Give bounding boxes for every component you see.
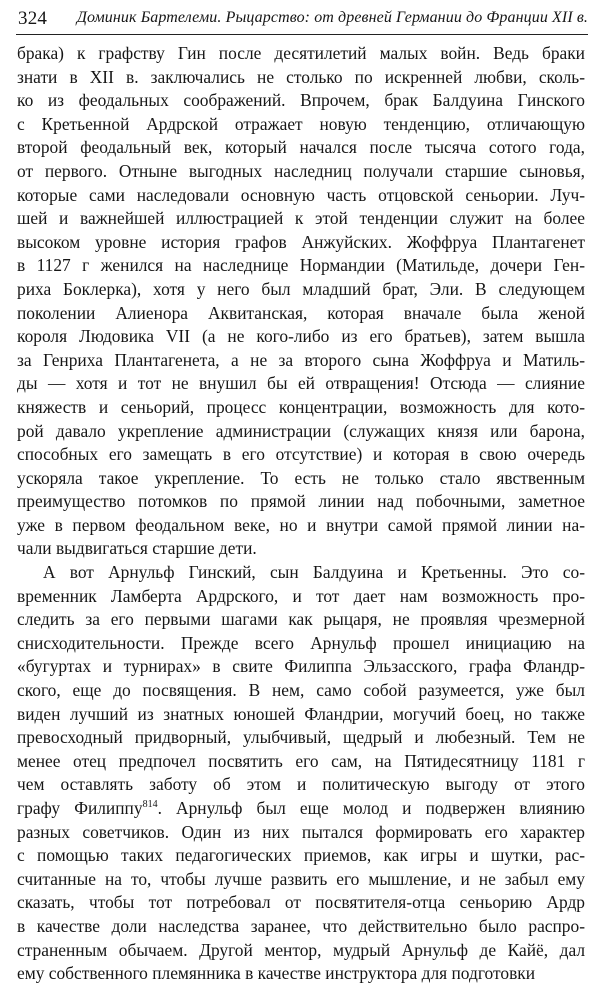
text-line: разных советчиков. Один из них пытался формировать его характер bbox=[17, 821, 585, 842]
text-line: ко из феодальных соображений. Впрочем, брак Балдуина Гинского bbox=[17, 90, 585, 111]
text-line: знати в XII в. заключались не столько по искренней любви, сколь- bbox=[17, 66, 585, 87]
text-line: следить за его первыми шагами как рыцаря, не проявляя чрезмерной bbox=[17, 609, 585, 630]
text-line: временник Ламберта Ардрского, и тот дает нам возможность про- bbox=[17, 585, 585, 606]
paragraph bbox=[17, 561, 585, 986]
text-line: за Генриха Плантагенета, а не за второго сына Жоффруа и Матиль- bbox=[17, 349, 585, 370]
text-line: страненным обычаем. Другой ментор, мудрый Арнульф де Кайё, дал bbox=[17, 939, 585, 960]
text-line: виден лучший из знатных юношей Фландрии, могучий боец, но также bbox=[17, 703, 585, 724]
text-line: поколении Алиенора Аквитанская, которая вначале была женой bbox=[17, 302, 585, 323]
line-text: графу Филиппу bbox=[17, 798, 143, 818]
text-line: рой давало укрепление администрации (служащих князя или барона, bbox=[17, 420, 585, 441]
text-line: способных его замещать в его отсутствие) и которая в свою очередь bbox=[17, 444, 585, 465]
page-header bbox=[16, 6, 588, 35]
text-line: уже в первом феодальном веке, но и внутри самой прямой линии на- bbox=[17, 514, 585, 535]
text-line: в 1127 г женился на наследнице Нормандии (Матильде, дочери Ген- bbox=[17, 255, 585, 276]
text-line: ему собственного племянника в качестве инструктора для подготовки bbox=[17, 963, 536, 984]
text-line: в качестве доли наследства заранее, что действительно было распро- bbox=[17, 915, 585, 936]
body-text bbox=[17, 42, 585, 986]
text-line: А вот Арнульф Гинский, сын Балдуина и Кретьенны. Это со- bbox=[43, 562, 585, 583]
text-line: считанные на то, чтобы лучше развить его мышление, и не забыл ему bbox=[17, 868, 585, 889]
text-line: чем оставлять заботу об этом и политическую выгоду от этого bbox=[17, 774, 585, 795]
paragraph bbox=[17, 42, 585, 561]
text-line: второй феодальный век, который начался после тысяча сотого года, bbox=[17, 137, 585, 158]
text-line: которые сами наследовали основную часть отцовской сеньории. Луч- bbox=[17, 184, 585, 205]
text-line: превосходный придворный, улыбчивый, щедрый и любезный. Тем не bbox=[17, 727, 585, 748]
text-line: с Кретьенной Ардрской отражает новую тенденцию, отличающую bbox=[17, 113, 585, 134]
text-line bbox=[17, 797, 585, 821]
text-line: «бугуртах и турнирах» в свите Филиппа Эльзасского, графа Фландр- bbox=[17, 656, 585, 677]
text-line: с помощью таких педагогических приемов, как игры и шутки, рас- bbox=[17, 845, 585, 866]
page-number: 324 bbox=[18, 8, 48, 29]
text-line: риха Боклерка), хотя у него был младший брат, Эли. В следующем bbox=[17, 278, 585, 299]
text-line: брака) к графству Гин после десятилетий малых войн. Ведь браки bbox=[17, 43, 585, 63]
text-line: короля Людовика VII (а не кого-либо из его братьев), затем вышла bbox=[17, 326, 585, 347]
text-line: сказать, чтобы тот потребовал от посвятителя-отца сеньорию Ардр bbox=[17, 892, 585, 913]
running-head: Доминик Бартелеми. Рыцарство: от древней Германии до Франции XII в. bbox=[76, 9, 588, 26]
text-line: снисходительности. Прежде всего Арнульф прошел инициацию на bbox=[17, 632, 585, 653]
text-line: чали выдвигаться старшие дети. bbox=[17, 538, 257, 559]
text-line: княжеств и сеньорий, процесс концентрации, возможность для кото- bbox=[17, 396, 585, 417]
text-line: менее отец предпочел посвятить его сам, на Пятидесятницу 1181 г bbox=[17, 750, 585, 771]
text-line: высоком уровне история графов Анжуйских. Жоффруа Плантагенет bbox=[17, 231, 585, 252]
text-line: от первого. Отныне выгодных наследниц получали старшие сыновья, bbox=[17, 160, 585, 181]
text-line: шей и важнейшей иллюстрацией к этой тенденции служит на более bbox=[17, 208, 585, 229]
line-text: . Арнульф был еще молод и подвержен влиянию bbox=[157, 798, 585, 818]
text-line: преимущество потомков по прямой линии над побочными, заметное bbox=[17, 491, 585, 512]
footnote-ref[interactable]: 814 bbox=[142, 799, 158, 811]
text-line: ды — хотя и тот не внушил бы ей отвращения! Отсюда — слияние bbox=[17, 373, 585, 394]
text-line: ускоряла такое укрепление. То есть не только стало явственным bbox=[17, 467, 585, 488]
text-line: ского, еще до посвящения. В нем, само собой разумеется, уже был bbox=[17, 680, 585, 701]
